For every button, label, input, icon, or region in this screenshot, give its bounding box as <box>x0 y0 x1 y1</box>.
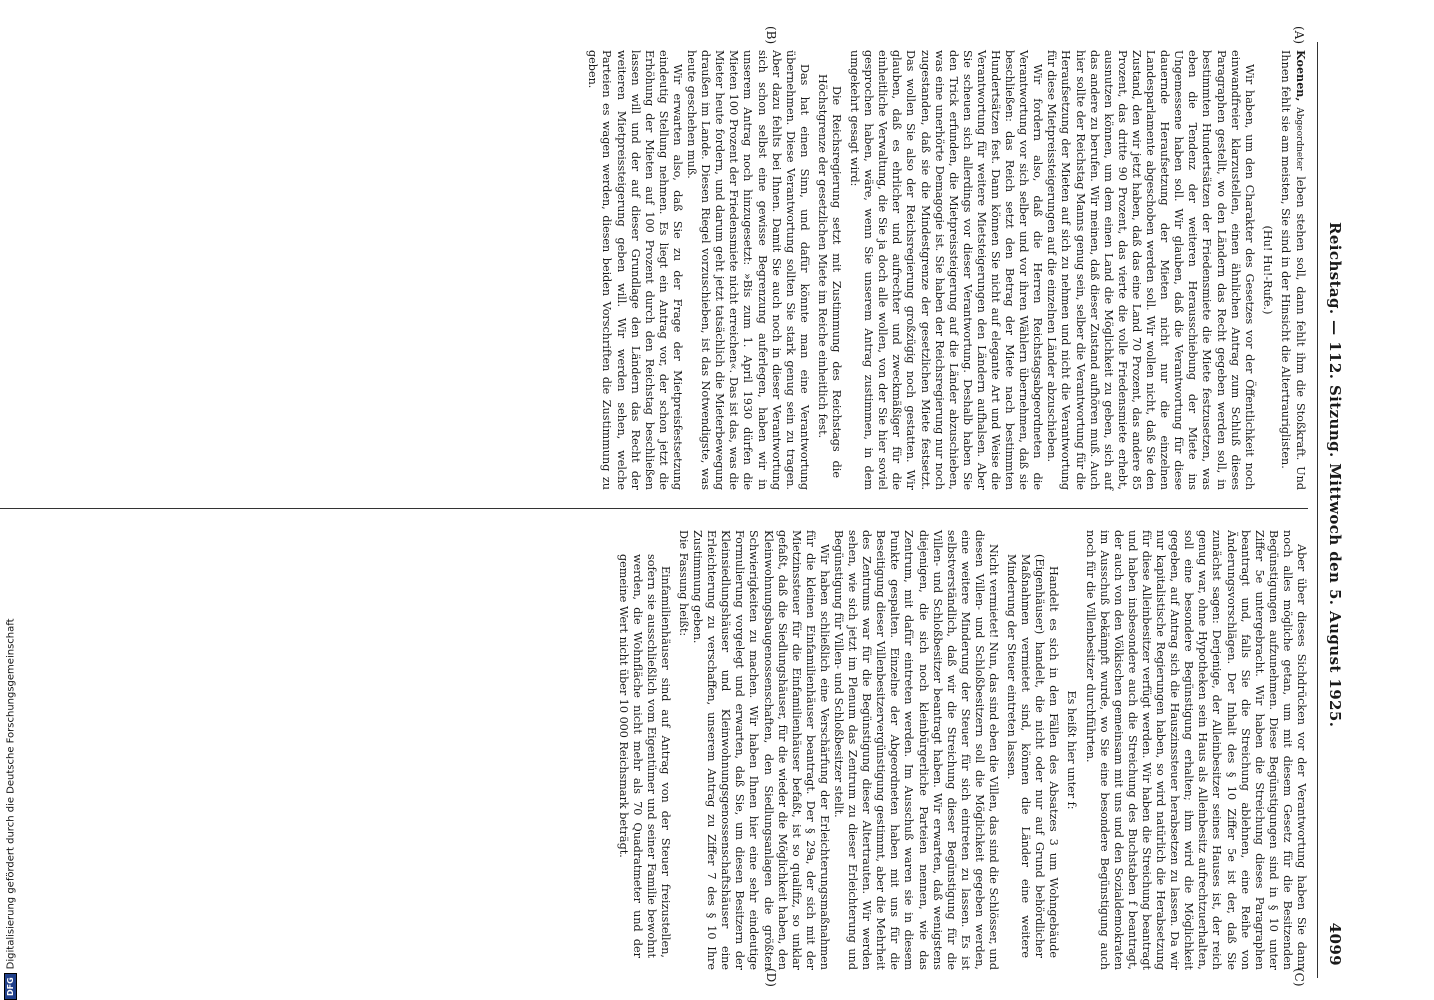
right-paragraph-2: Nicht vermietet! Nun, das sind eben die Villen, das sind die Schlösser, und diesen Villen- und Schloßbesitzern soll die Möglichkeit gegeben werden, eine weitere Minderung der Steuer für sich eintreten zu lassen. Es ist selbstverständlich, daß wir die Streichung dieser Begünstigung für die Villen- und Schloßbesitzer beantragt haben. Wir erwarten, daß wenigstens diejenigen, die sich noch kleinbürgerliche Parteien nennen, wie das Zentrum, mit dafür eintreten werden. Im Ausschuß waren sie in diesem Punkte gespalten. Einzelne der Abgeordneten haben mit uns für die Beseitigung dieser Villenbesitzervergünstigung gestimmt, aber die Mehrheit des Zentrums war für die Begünstigung dieser Altertrauten. Wir werden sehen, wie sich jetzt im Plenum das Zentrum zu dieser Erleichterung und Begünstigung für Villen- und Schloßbesitzer stellt. <box>832 530 1001 970</box>
page-header <box>1320 42 1350 978</box>
left-paragraph-3: Wir fordern also, daß die Herren Reichstagsabgeordneten die Verantwortung vor sich selber und vor ihren Wählern übernehmen, daß sie beschließen: das Reich setzt den Betrag der Miete nach bestimmten Hundertsätzen fest. Dann können Sie nicht auf elegante Art und Weise die Verantwortung für weitere Mietsteigerungen den Ländern aufhalsen. Aber Sie scheuen sich allerdings vor dieser Verantwortung. Deshalb haben Sie den Trick erfunden, die Mietpreissteigerung auf die Länder abzuschieben, was eine unerhörte Demagogie ist. Sie haben der Reichsregierung nur noch zugestanden, daß sie die Mindestgrenze der gesetzlichen Miete festsetzt. Das wollen Sie also der Reichsregierung großzügig noch gestatten. Wir glauben, daß es ehrlicher und aufrechter und zweckmäßiger für die einheitliche Verwaltung, die Sie ja doch alle wollen, von der Sie hier soviel gesprochen haben, wäre, wenn Sie unserem Antrag zustimmen, in dem umgekehrt gesagt wird: <box>848 50 1045 490</box>
credit-text: Digitalisierung gefördert durch die Deutsche Forschungsgemeinschaft <box>5 618 17 970</box>
left-paragraph-2: Wir haben, um den Charakter des Gesetzes vor der Öffentlichkeit noch einwandfreier klarzustellen, einen ähnlichen Antrag zum Schluß dieses Paragraphen gestellt, wo den Ländern das Recht gegeben werden soll, in bestimmten Hundertsätzen der Friedensmiete die Miete festzusetzen, was eben die Tendenz der weiteren Herausschiebung der Miete ins Ungemessene haben soll. Wir glauben, daß die Verantwortung für diese dauernde Heraufsetzung der Mieten nicht nur die einzelnen Landesparlamente abgeschoben werden soll. Wir wollen nicht, daß Sie den Zustand, den wir jetzt haben, daß das eine Land 70 Prozent, das andere 85 Prozent, das dritte 90 Prozent, das vierte die volle Friedensmiete erhebt, ausnutzen können, um dem einen Land die Möglichkeit zu geben, sich auf das andere zu berufen. Wir meinen, daß dieser Zustand aufhören muß. Auch hier sollte der Reichstag Manns genug sein, selber die Verantwortung für die Heraufsetzung der Mieten auf sich zu nehmen und nicht die Verantwortung für diese Mietpreissteigerungen auf die einzelnen Länder abzuschieben. <box>1045 50 1256 490</box>
column-divider <box>0 508 1308 509</box>
scanned-page <box>0 20 1358 1000</box>
left-p1-text: leben stehen soll, dann fehlt ihm die Stoßkraft. Und Ihnen fehlt sie am meisten, Sie sind in der Hinsicht die Altertrauriglisten. <box>1278 50 1307 490</box>
left-quote: Die Reichsregierung setzt mit Zustimmung des Reichstags die Höchstgrenze der gesetzlichen Miete im Reiche einheitlich fest. <box>815 74 843 478</box>
left-column <box>0 50 1308 490</box>
right-column <box>0 530 1308 970</box>
margin-letter-d: (D) <box>764 968 778 987</box>
margin-letter-b: (B) <box>764 26 778 45</box>
intro-f: Es heißt hier unter f: <box>1065 690 1079 810</box>
page-number: 4099 <box>1326 922 1344 966</box>
margin-letter-c: (C) <box>1292 968 1306 987</box>
speaker-name: Koenen, <box>1294 50 1308 102</box>
interjection: (Hu! Hu!-Rufe.) <box>1260 225 1274 315</box>
left-paragraph-1 <box>1278 50 1308 490</box>
header-rule <box>1317 42 1318 978</box>
right-paragraph-1: Aber über dieses Sichdrücken vor der Verantwortung haben Sie dann noch alles mögliche getan, um mit diesem Gesetz für die Besitzenden Begünstigungen aufzunehmen. Diese Begünstigungen sind in § 10 unter Ziffer 5e untergebracht. Wir haben die Streichung dieses Paragraphen beantragt und, falls Sie die Streichung ablehnen, eine Reihe von Änderungsvorschlägen. Der Inhalt des § 10 Ziffer 5e ist der, daß Sie zunächst sagen: Derjenige, der Alleinbesitzer seines Hauses ist, der reich genug war, ohne Hypotheken sein Haus als Alleinbesitz aufrechtzuerhalten, soll eine besondere Begünstigung erhalten; ihm wird die Möglichkeit gegeben, auf Antrag sich die Hauszinssteuer herabsetzen zu lassen. Da wir nur kapitalistische Regierungen haben, so wird natürlich die Herabsetzung für diese Alleinbesitzer verfügt werden. Wir haben die Streichung beantragt und haben insbesondere auch die Streichung des Buchstaben f beantragt, der auch von den Völkischen gemeinsam mit uns und den Sozialdemokraten im Ausschuß bekämpft wurde, wo Sie eine besondere Begünstigung auch noch für die Villenbesitzer durchführten. <box>1083 530 1308 970</box>
left-paragraph-4: Das hat einen Sinn, und dafür könnte man eine Verantwortung übernehmen. Diese Verantwortung sollten Sie stark genug sein zu tragen. Aber dazu fehlts bei Ihnen. Damit Sie auch noch in dieser Verantwortung sich schon selbst eine gewisse Begrenzung auferlegen, haben wir in unserem Antrag noch hinzugesetzt: »Bis zum 1. April 1930 dürfen die Mieten 100 Prozent der Friedensmiete nicht erreichen«. Das ist das, was die Mieter heute fordern, und darum geht jetzt tatsächlich die Mieterbewegung draußen im Lande. Diesen Riegel vorzuschieben, ist das Notwendigste, was heute geschehen muß. <box>685 50 811 490</box>
intro-fassung: Die Fassung heißt: <box>676 530 690 637</box>
dfg-logo: DFG <box>4 973 17 1000</box>
digitization-credit <box>4 10 18 1000</box>
left-paragraph-5: Wir erwarten also, daß Sie zu der Frage der Mietpreisfestsetzung eindeutig Stellung nehmen. Es liegt ein Antrag vor, der schon jetzt die Erhöhung der Mieten auf 100 Prozent durch den Reichstag beschließen lassen will und der auf dieser Grundlage den Ländern das Recht der weiteren Mietpreissteigerung geben will. Wir werden sehen, welche Parteien es wagen werden, diesen beiden Vorschriften die Zustimmung zu geben. <box>586 50 684 490</box>
session-header: Reichstag. — 112. Sitzung. Mittwoch den 5. August 1925. <box>1326 222 1344 728</box>
quote-fassung: Einfamilienhäuser sind auf Antrag von der Steuer freizustellen, sofern sie ausschließlich vom Eigentümer und seiner Familie bewohnt werden, die Wohnfläche nicht mehr als 70 Quadratmeter und der gemeine Wert nicht über 10 000 Reichsmark beträgt. <box>616 554 672 958</box>
quote-f: Handelt es sich in den Fällen des Absatzes 3 um Wohngebäude (Eigenhäuser) handelt, die nicht oder nur auf Grund behördlicher Maßnahmen vermietet sind, können die Länder eine weitere Minderung der Steuer eintreten lassen. <box>1005 554 1061 958</box>
speaker-note: Abgeordneter <box>1294 107 1304 171</box>
margin-letter-a: (A) <box>1292 26 1306 45</box>
right-paragraph-3: Wir haben schließlich eine Verschärfung der Erleichterungsmaßnahmen für die kleinen Einfamilienhäuser beantragt. Der § 29a, der sich mit der Mietzinssteuer für die Einfamilienhäuser befaßt, ist so qualifiz, so unklar gefaßt, daß die Siedlungshäuser, für die wieder die Möglichkeit haben, den Kleinwohnungsbaugenossenschaften, den Siedlungsanlagen die größten Schwierigkeiten zu machen. Wir haben Ihnen hier eine sehr eindeutige Formulierung vorgelegt und erwarten, daß Sie, um diesen Besitzern der Kleinsiedlungshäuser und Kleinwohnungsgenossenschaftshäuser eine Erleichterung zu verschaffen, unserem Antrag zu Ziffer 7 des § 10 Ihre Zustimmung geben. <box>691 530 831 970</box>
